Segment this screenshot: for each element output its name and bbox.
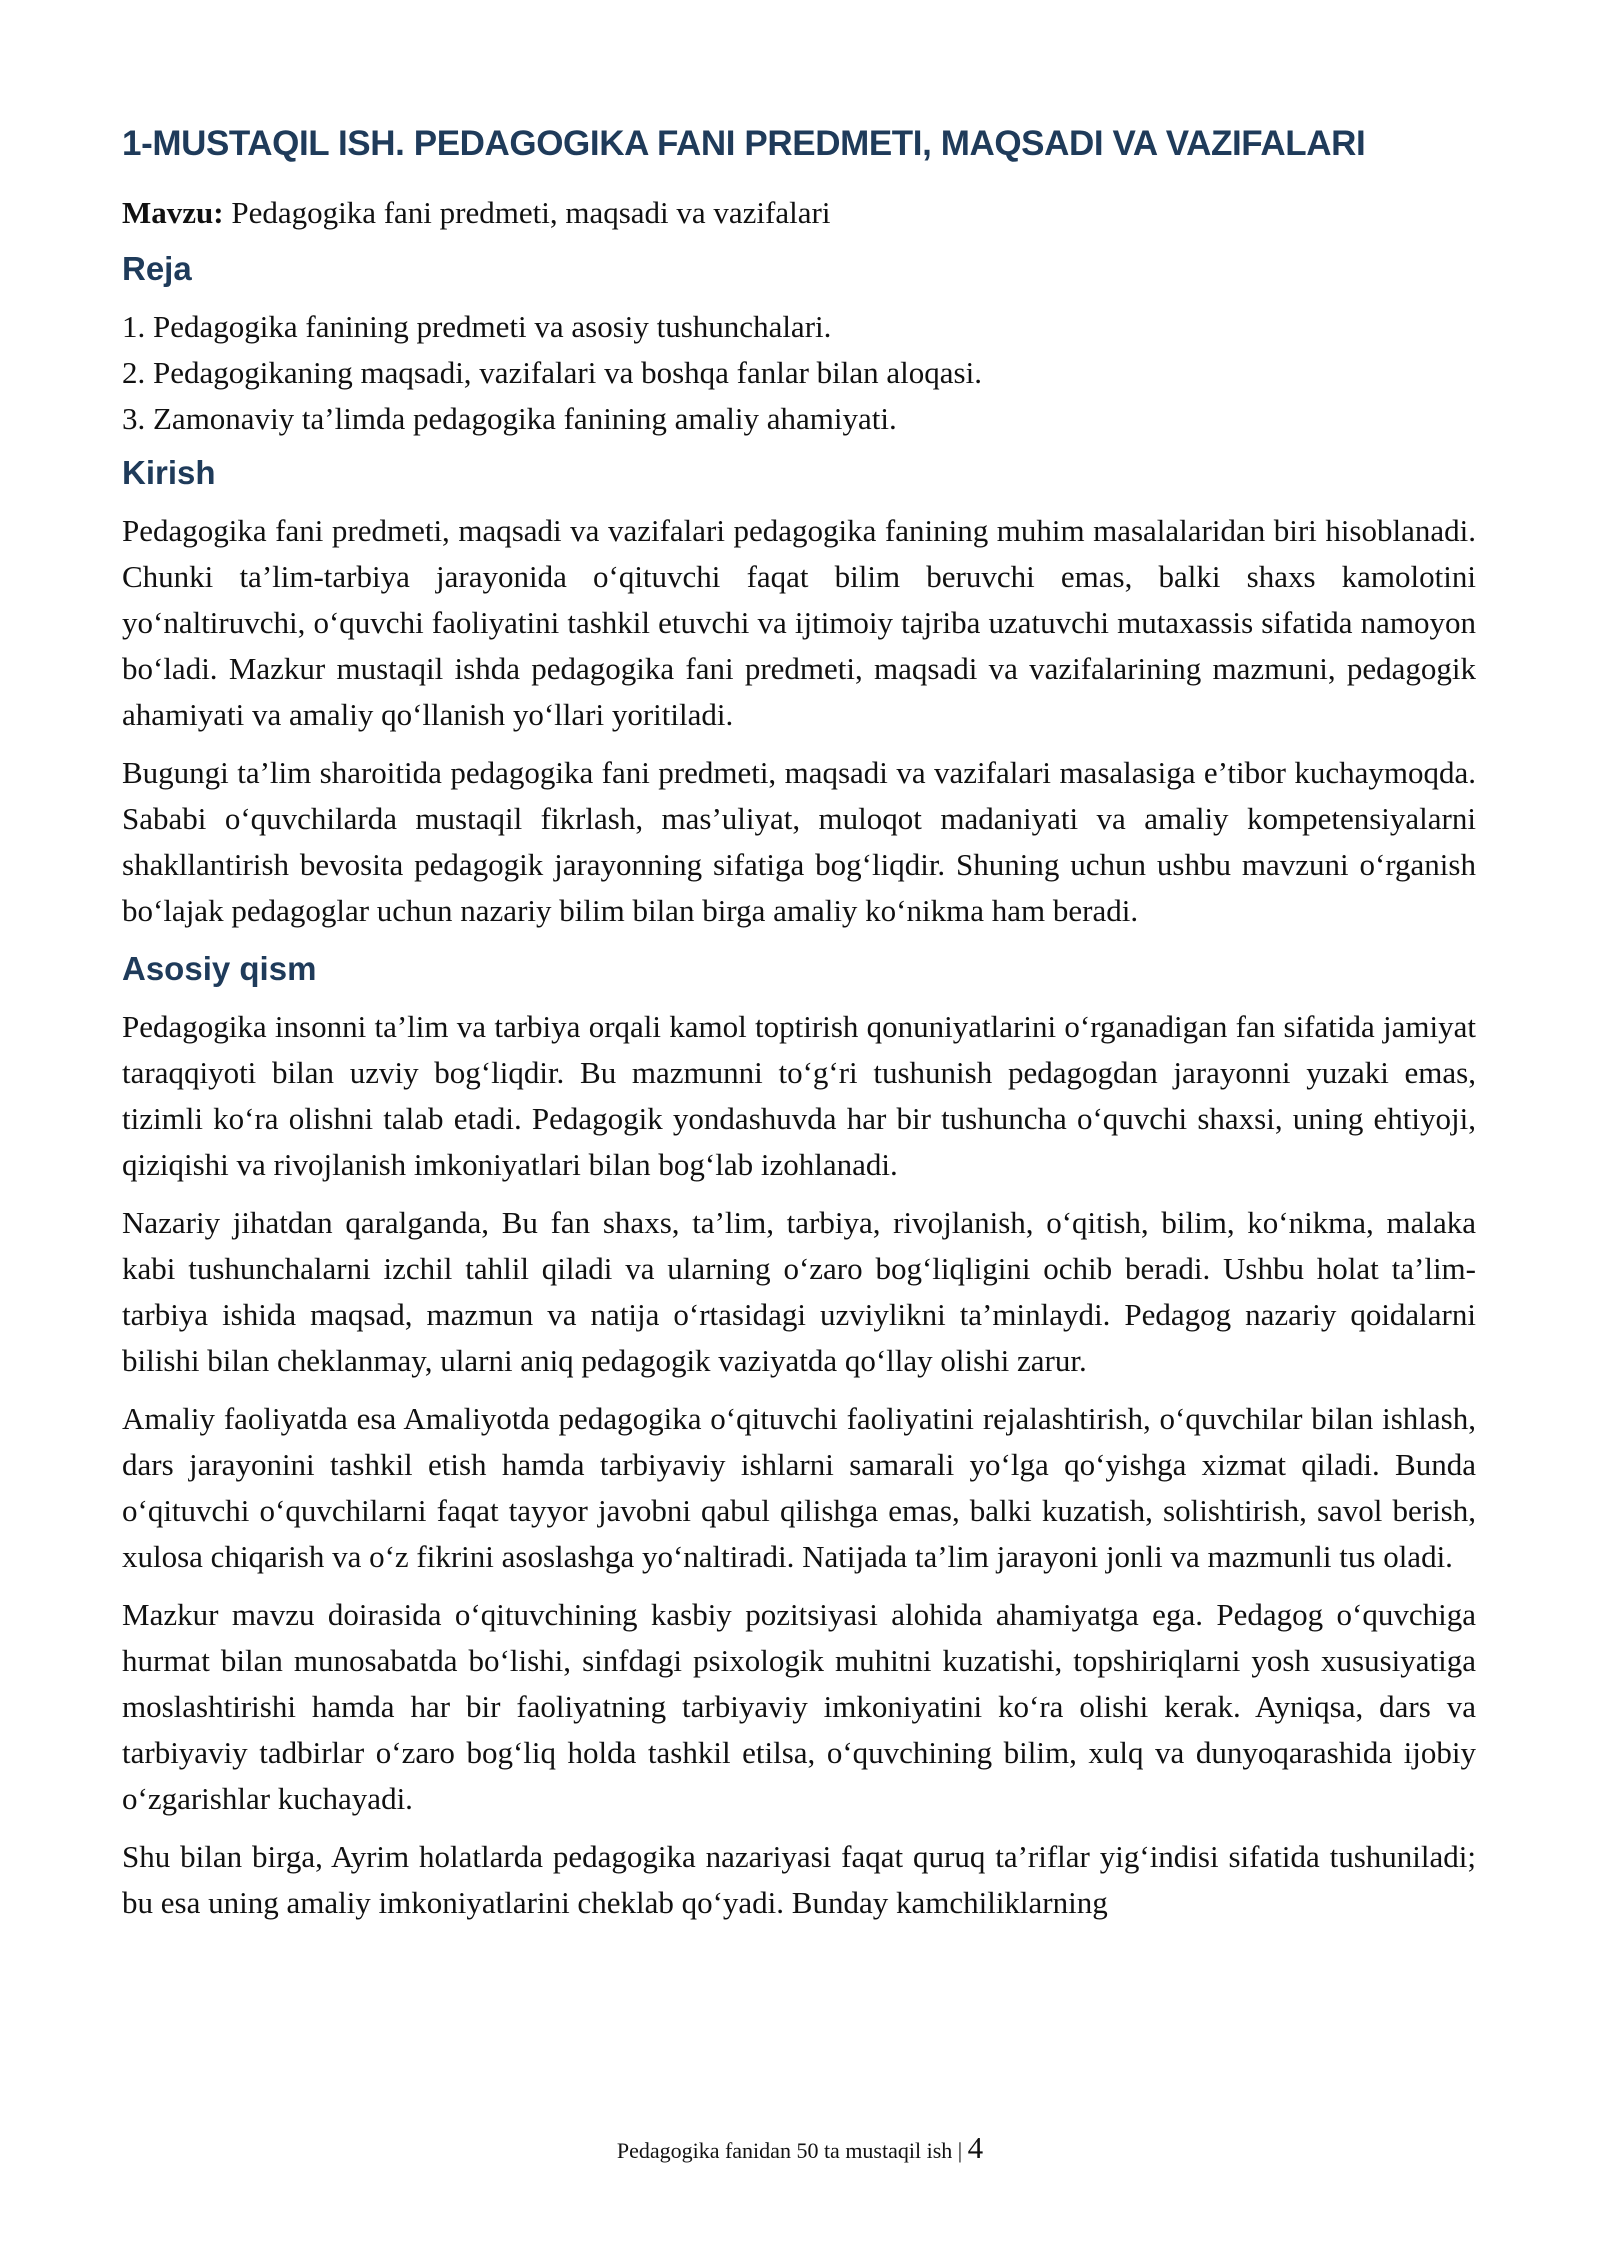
intro-paragraph: Bugungi ta’lim sharoitida pedagogika fani predmeti, maqsadi va vazifalari masalasiga e’tibor kuchaymoqda. Sababi o‘quvchilarda mustaqil fikrlash, mas’uliyat, muloqot madaniyati va amaliy kompetensiyalarni shakllantirish bevosita pedagogik jarayonning sifatiga bog‘liqdir. Shuning uchun ushbu mavzuni o‘rganish bo‘lajak pedagoglar uchun nazariy bilim bilan birga amaliy ko‘nikma ham beradi.: [122, 755, 1476, 928]
intro-paragraph: Pedagogika fani predmeti, maqsadi va vazifalari pedagogika fanining muhim masalalaridan biri hisoblanadi. Chunki ta’lim-tarbiya jarayonida o‘qituvchi faqat bilim beruvchi emas, balki shaxs kamolotini yo‘naltiruvchi, o‘quvchi faoliyatini tashkil etuvchi va ijtimoiy tajriba uzatuvchi mutaxassis sifatida namoyon bo‘ladi. Mazkur mustaqil ishda pedagogika fani predmeti, maqsadi va vazifalarining mazmuni, pedagogik ahamiyati va amaliy qo‘llanish yo‘llari yoritiladi.: [122, 513, 1476, 732]
document-title: 1-MUSTAQIL ISH. PEDAGOGIKA FANI PREDMETI, MAQSADI VA VAZIFALARI: [122, 124, 1366, 163]
intro-heading: Kirish: [122, 454, 216, 491]
page-number: 4: [967, 2130, 984, 2165]
topic-label: Mavzu:: [122, 195, 224, 230]
plan-item: 3. Zamonaviy ta’limda pedagogika fanining amaliy ahamiyati.: [122, 401, 897, 436]
page-footer: [0, 2130, 1600, 2166]
document-page: [122, 118, 1476, 1938]
plan-heading: Reja: [122, 250, 192, 287]
topic-text: Pedagogika fani predmeti, maqsadi va vazifalari: [231, 195, 831, 230]
main-paragraph: Pedagogika insonni ta’lim va tarbiya orqali kamol toptirish qonuniyatlarini o‘rganadigan fan sifatida jamiyat taraqqiyoti bilan uzviy bog‘liqdir. Bu mazmunni to‘g‘ri tushunish pedagogdan jarayonni yuzaki emas, tizimli ko‘ra olishni talab etadi. Pedagogik yondashuvda har bir tushuncha o‘quvchi shaxsi, uning ehtiyoji, qiziqishi va rivojlanish imkoniyatlari bilan bog‘lab izohlanadi.: [122, 1009, 1476, 1182]
plan-item: 1. Pedagogika fanining predmeti va asosiy tushunchalari.: [122, 309, 832, 344]
topic-line: [122, 190, 1476, 236]
main-paragraph: Shu bilan birga, Ayrim holatlarda pedagogika nazariyasi faqat quruq ta’riflar yig‘indisi sifatida tushuniladi; bu esa uning amaliy imkoniyatlarini cheklab qo‘yadi. Bunday kamchiliklarning: [122, 1839, 1476, 1920]
footer-text: Pedagogika fanidan 50 ta mustaqil ish |: [616, 2138, 963, 2163]
plan-list: [122, 304, 1476, 442]
main-paragraph: Amaliy faoliyatda esa Amaliyotda pedagogika o‘qituvchi faoliyatini rejalashtirish, o‘quvchilar bilan ishlash, dars jarayonini tashkil etish hamda tarbiyaviy ishlarni samarali yo‘lga qo‘yishga xizmat qiladi. Bunda o‘qituvchi o‘quvchilarni faqat tayyor javobni qabul qilishga emas, balki kuzatish, solishtirish, savol berish, xulosa chiqarish va o‘z fikrini asoslashga yo‘naltiradi. Natijada ta’lim jarayoni jonli va mazmunli tus oladi.: [122, 1401, 1476, 1574]
main-heading: Asosiy qism: [122, 950, 317, 987]
main-paragraph: Mazkur mavzu doirasida o‘qituvchining kasbiy pozitsiyasi alohida ahamiyatga ega. Pedagog o‘quvchiga hurmat bilan munosabatda bo‘lishi, sinfdagi psixologik muhitni kuzatishi, topshiriqlarni yosh xususiyatiga moslashtirishi hamda har bir faoliyatning tarbiyaviy imkoniyatini ko‘ra olishi kerak. Ayniqsa, dars va tarbiyaviy tadbirlar o‘zaro bog‘liq holda tashkil etilsa, o‘quvchining bilim, xulq va dunyoqarashida ijobiy o‘zgarishlar kuchayadi.: [122, 1597, 1476, 1816]
main-paragraph: Nazariy jihatdan qaralganda, Bu fan shaxs, ta’lim, tarbiya, rivojlanish, o‘qitish, bilim, ko‘nikma, malaka kabi tushunchalarni izchil tahlil qiladi va ularning o‘zaro bog‘liqligini ochib beradi. Ushbu holat ta’lim-tarbiya ishida maqsad, mazmun va natija o‘rtasidagi uzviylikni ta’minlaydi. Pedagog nazariy qoidalarni bilishi bilan cheklanmay, ularni aniq pedagogik vaziyatda qo‘llay olishi zarur.: [122, 1205, 1476, 1378]
plan-item: 2. Pedagogikaning maqsadi, vazifalari va boshqa fanlar bilan aloqasi.: [122, 355, 982, 390]
